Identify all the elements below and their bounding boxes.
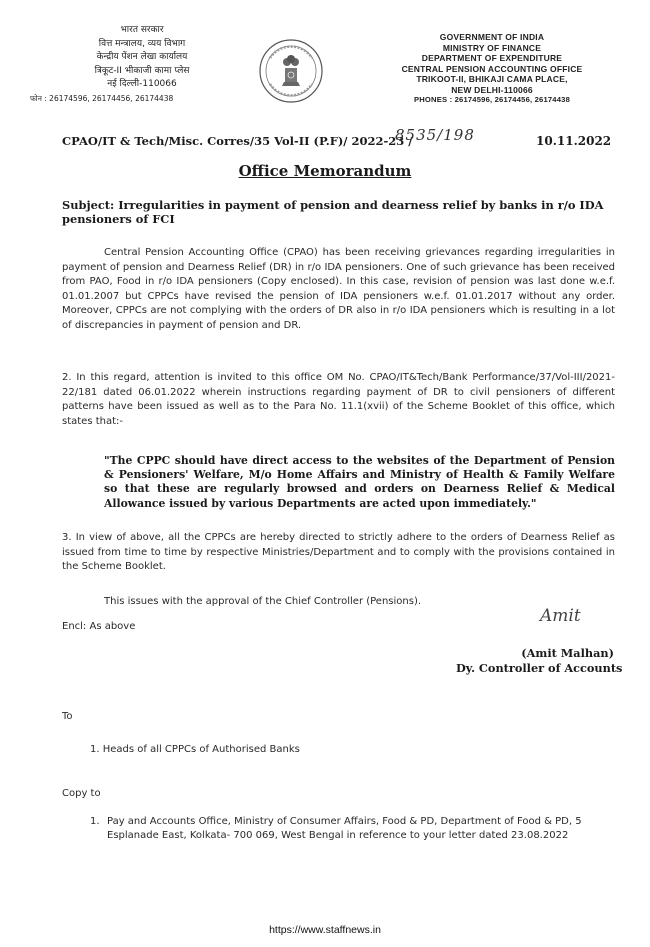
memo-title: Office Memorandum xyxy=(238,162,412,180)
approval-line: This issues with the approval of the Chief Controller (Pensions). xyxy=(104,596,422,607)
emblem-of-india-icon xyxy=(258,38,324,104)
english-line: MINISTRY OF FINANCE xyxy=(442,42,542,53)
copy-item-text: Pay and Accounts Office, Ministry of Consumer Affairs, Food & PD, Department of Food & PD, 5 Esplanade East, Kolkata- 700 069, West Bengal in reference to your letter dated 23.08.2022 xyxy=(107,816,582,841)
paragraph-2: 2. In this regard, attention is invited to this office OM No. CPAO/IT&Tech/Bank Performance/37/Vol-III/2021-22/181 dated 06.01.2022 wherein instructions regarding payment of DR to civil pensioners of different patterns have been issued as well as to the Para No. 11.1(xvii) of the Scheme Booklet of this office, which states that:- xyxy=(62,372,615,427)
hindi-line: त्रिकूट-II भीकाजी कामा प्लेस xyxy=(94,65,190,76)
english-line: GOVERNMENT OF INDIA xyxy=(439,32,545,42)
paragraph-3: 3. In view of above, all the CPPCs are hereby directed to strictly adhere to the orders of Dearness Relief as issued from time to time by respective Ministries/Department and to comply with the provisions contained in the Scheme Booklet. xyxy=(62,532,615,573)
subject-line: Subject: Irregularities in payment of pension and dearness relief by banks in r/o IDA pensioners of FCI xyxy=(62,198,604,226)
reference-number: CPAO/IT & Tech/Misc. Corres/35 Vol-II (P.F)/ 2022-23 / xyxy=(62,134,413,148)
english-line: TRIKOOT-II, BHIKAJI CAMA PLACE, xyxy=(416,74,568,84)
handwritten-number: 8535/198 xyxy=(395,126,475,144)
hindi-letterhead xyxy=(30,24,242,105)
copy-item-number: 1. xyxy=(90,816,100,827)
quoted-clause: "The CPPC should have direct access to the websites of the Department of Pension & Pensioners' Welfare, M/o Home Affairs and Ministry of Health & Family Welfare so that these are regularly browsed and orders on Dearness Relief & Medical Allowance issued by various Departments are acted upon immediately." xyxy=(104,454,615,510)
to-label: To xyxy=(62,711,73,722)
signatory-name: (Amit Malhan) xyxy=(521,646,614,660)
hindi-line: केन्द्रीय पेंशन लेखा कार्यालय xyxy=(96,52,188,62)
english-line: CENTRAL PENSION ACCOUNTING OFFICE xyxy=(401,63,583,74)
english-line: NEW DELHI-110066 xyxy=(451,84,533,95)
english-phones: PHONES : 26174596, 26174456, 26174438 xyxy=(413,95,571,104)
hindi-line: भारत सरकार xyxy=(120,25,164,35)
memo-date: 10.11.2022 xyxy=(536,134,612,148)
copy-item xyxy=(90,815,610,843)
signatory-block xyxy=(456,646,623,676)
signatory-designation: Dy. Controller of Accounts xyxy=(456,661,623,675)
hindi-line: नई दिल्ली-110066 xyxy=(107,79,177,89)
enclosure-line: Encl: As above xyxy=(62,621,136,632)
footer-url-link[interactable]: https://www.staffnews.in xyxy=(269,924,381,936)
hindi-line: वित्त मन्त्रालय, व्यय विभाग xyxy=(98,38,186,49)
to-item: 1. Heads of all CPPCs of Authorised Banks xyxy=(90,744,300,755)
english-letterhead xyxy=(362,32,622,106)
english-line: DEPARTMENT OF EXPENDITURE xyxy=(421,53,563,63)
hindi-phones: फोन : 26174596, 26174456, 26174438 xyxy=(30,93,174,103)
paragraph-1: Central Pension Accounting Office (CPAO) has been receiving grievances regarding irregularities in payment of pension and Dearness Relief (DR) in r/o IDA pensioners. One of such grievance has been received from PAO, Food in r/o IDA pensioners (Copy enclosed). In this case, revision of pension was last done w.e.f. 01.01.2007 but CPPCs have revised the pension of IDA pensioners w.e.f. 01.01.2017 without any order. Moreover, CPPCs are not complying with the orders of DR also in r/o IDA pensioners which is resulting in a lot of discrepancies in payment of pension and DR. xyxy=(62,247,615,331)
signature-scribble: Amit xyxy=(540,606,581,626)
copy-to-label: Copy to xyxy=(62,788,101,799)
